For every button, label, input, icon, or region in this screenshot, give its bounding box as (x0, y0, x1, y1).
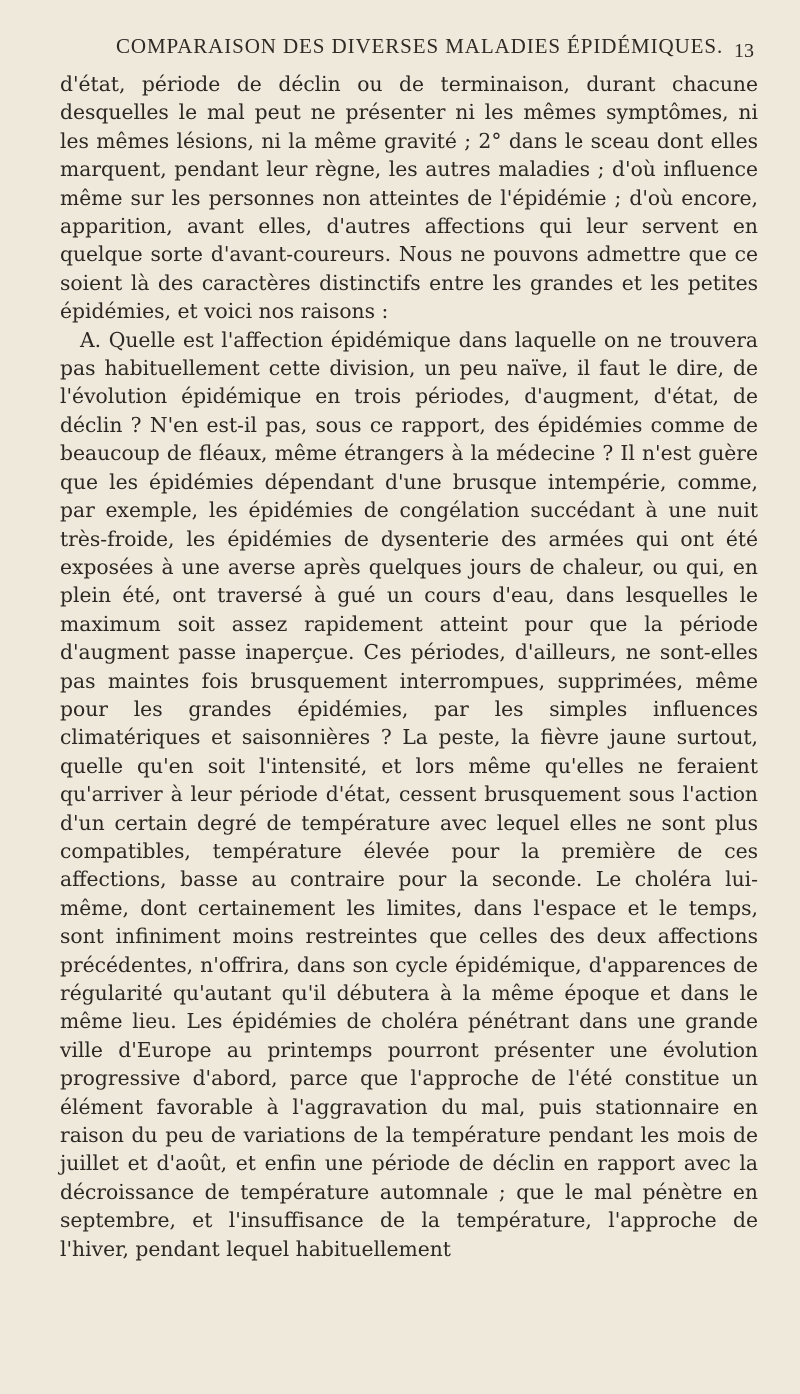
page-number: 13 (734, 40, 754, 62)
paragraph-a: A. Quelle est l'affection épidémique dans laquelle on ne trouvera pas habituellement cette division, un peu naïve, il faut le dire, de l'évolution épidémique en trois périodes, d'augment, d'état, de déclin ? N'en est-il pas, sous ce rapport, des épidémies comme de beaucoup de fléaux, même étrangers à la médecine ? Il n'est guère que les épidémies dépendant d'une brusque intempérie, comme, par exemple, les épidémies de congélation succédant à une nuit très-froide, les épidémies de dysenterie des armées qui ont été exposées à une averse après quelques jours de chaleur, ou qui, en plein été, ont traversé à gué un cours d'eau, dans lesquelles le maximum soit assez rapidement atteint pour que la période d'augment passe inaperçue. Ces périodes, d'ailleurs, ne sont-elles pas maintes fois brusquement interrompues, supprimées, même pour les grandes épidémies, par les simples influences climatériques et saisonnières ? La peste, la fièvre jaune surtout, quelle qu'en soit l'intensité, et lors même qu'elles ne feraient qu'arriver à leur période d'état, cessent brusquement sous l'action d'un certain degré de température avec lequel elles ne sont plus compatibles, température élevée pour la première de ces affections, basse au contraire pour la seconde. Le choléra lui-même, dont certainement les limites, dans l'espace et le temps, sont infiniment moins restreintes que celles des deux affections précédentes, n'offrira, dans son cycle épidémique, d'apparences de régularité qu'autant qu'il débutera à la même époque et dans le même lieu. Les épidémies de choléra pénétrant dans une grande ville d'Europe au printemps pourront présenter une évolution progressive d'abord, parce que l'approche de l'été constitue un élément favorable à l'aggravation du mal, puis stationnaire en raison du peu de variations de la température pendant les mois de juillet et d'août, et enfin une période de déclin en rapport avec la décroissance de température automnale ; que le mal pénètre en septembre, et l'insuffisance de la température, l'approche de l'hiver, pendant lequel habituellement (60, 327, 758, 1261)
paragraph-continuation: d'état, période de déclin ou de terminaison, durant chacune desquelles le mal peut ne présenter ni les mêmes symptômes, ni les mêmes lésions, ni la même gravité ; 2° dans le sceau dont elles marquent, pendant leur règne, les autres maladies ; d'où influence même sur les personnes non atteintes de l'épidémie ; d'où encore, apparition, avant elles, d'autres affections qui leur servent en quelque sorte d'avant-coureurs. Nous ne pouvons admettre que ce soient là des caractères distinctifs entre les grandes et les petites épidémies, et voici nos raisons : (60, 72, 758, 324)
body-text (60, 70, 758, 1263)
running-title: COMPARAISON DES DIVERSES MALADIES ÉPIDÉMIQUES. (116, 34, 724, 58)
running-head (60, 32, 758, 64)
